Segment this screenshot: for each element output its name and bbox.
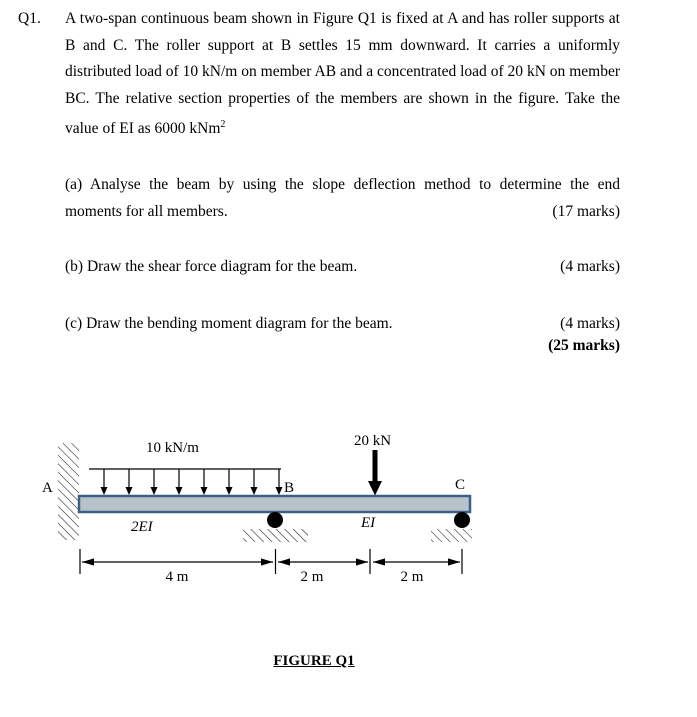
udl-on-ab (89, 469, 283, 495)
node-c-label: C (455, 477, 466, 493)
point-load-label: 20 kN (354, 433, 392, 449)
part-c-text: (c) Draw the bending moment diagram for the beam. (65, 315, 393, 332)
question-body (65, 6, 620, 143)
dim-mid-c-label: 2 m (400, 569, 424, 585)
figure-q1 (0, 423, 697, 638)
part-a-text: (a) Analyse the beam by using the slope deflection method to determine the end moments for all members. (65, 176, 620, 220)
udl-label: 10 kN/m (146, 440, 199, 456)
stiffness-bc-label: EI (361, 515, 376, 531)
roller-support-b (243, 512, 308, 542)
part-c-marks: (4 marks) (560, 315, 620, 332)
beam-member (79, 496, 470, 512)
part-a-marks: (17 marks) (552, 202, 620, 220)
stiffness-ab-label: 2EI (131, 519, 153, 535)
dim-b-mid-label: 2 m (300, 569, 324, 585)
figure-caption: FIGURE Q1 (273, 653, 355, 669)
part-b-text: (b) Draw the shear force diagram for the beam. (65, 258, 358, 275)
beam-diagram (0, 423, 697, 638)
roller-support-c (431, 512, 472, 542)
roller-ground-b (243, 529, 308, 542)
point-load-arrow (368, 450, 382, 496)
udl-arrows (101, 469, 283, 495)
total-marks: (25 marks) (548, 337, 620, 354)
roller-ground-c (431, 529, 472, 542)
question-part-c (65, 311, 620, 338)
node-a-label: A (42, 480, 53, 496)
node-b-label: B (284, 480, 295, 496)
question-body-text: A two-span continuous beam shown in Figure Q1 is fixed at A and has roller supports at B and C. The roller support at B settles 15 mm downward. It carries a uniformly distributed load of 10 kN/m on member AB and a concentrated load of 20 kN on member BC. The relative section properties of the members are shown in the figure. Take the value of EI as 6000 kNm (65, 10, 620, 138)
question-part-b (65, 254, 620, 281)
part-b-marks: (4 marks) (560, 258, 620, 275)
ei-unit-superscript: 2 (220, 119, 226, 130)
fixed-support-a (58, 443, 79, 540)
question-part-a (65, 172, 620, 225)
dim-ab-label: 4 m (165, 569, 189, 585)
question-number: Q1. (18, 10, 41, 27)
